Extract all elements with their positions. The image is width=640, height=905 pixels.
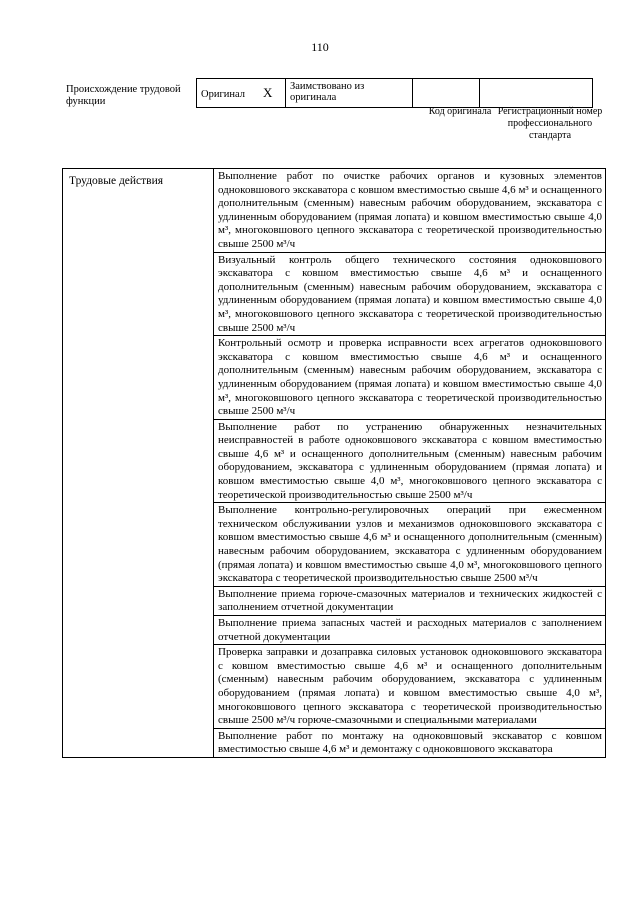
actions-table — [62, 168, 606, 758]
action-item: Выполнение работ по очистке рабочих органов и кузовных элементов одноковшового экскаватора с ковшом вместимостью свыше 4,6 м³ и оснащенного дополнительным (сменным) навесным рабочим оборудованием, экскаватора с удлиненным оборудованием (прямая лопата) и ковшом вместимостью свыше 4,0 м³, многоковшового цепного экскаватора с теоретической производительностью свыше 2500 м³/ч — [218, 170, 602, 250]
code-cell — [413, 79, 480, 108]
action-item: Выполнение приема горюче-смазочных материалов и технических жидкостей с заполнением отчетной документации — [214, 586, 605, 615]
origin-table — [196, 78, 593, 108]
action-item: Выполнение работ по устранению обнаруженных незначительных неисправностей в работе одноковшового экскаватора с ковшом вместимостью свыше 4,6 м³ и оснащенного дополнительным (сменным) навесным рабочим оборудованием, экскаватора с удлиненным оборудованием (прямая лопата) и ковшом вместимостью свыше 4,0 м³, многоковшового цепного экскаватора с теоретической производительностью свыше 2500 м³/ч — [214, 419, 605, 503]
borrowed-label: Заимствовано из оригинала — [290, 81, 365, 103]
actions-list — [214, 169, 606, 758]
original-label: Оригинал — [201, 89, 245, 100]
action-item: Контрольный осмотр и проверка исправности всех агрегатов одноковшового экскаватора с ковшом вместимостью свыше 4,6 м³ и оснащенного дополнительным (сменным) навесным рабочим оборудованием, экскаватора с удлиненным оборудованием (прямая лопата) и ковшом вместимостью свыше 4,0 м³, многоковшового цепного экскаватора с теоретической производительностью свыше 2500 м³/ч — [214, 335, 605, 419]
registration-caption: Регистрационный номер профессионального стандарта — [497, 106, 603, 141]
code-caption: Код оригинала — [428, 106, 492, 117]
borrowed-cell — [286, 79, 413, 108]
action-item: Выполнение работ по монтажу на одноковшовый экскаватор с ковшом вместимостью свыше 4,6 м³ и демонтажу с одноковшового экскаватора — [214, 728, 605, 757]
actions-label: Трудовые действия — [63, 169, 214, 758]
action-item: Выполнение контрольно-регулировочных операций при ежесменном техническом обслуживании узлов и механизмов одноковшового экскаватора с ковшом вместимостью свыше 4,6 м³ и оснащенного дополнительным (сменным) навесным рабочим оборудованием, экскаватора с удлиненным оборудованием (прямая лопата) и ковшом вместимостью свыше 4,0 м³, многоковшового цепного экскаватора с теоретической производительностью свыше 2500 м³/ч — [214, 502, 605, 586]
original-mark: X — [263, 85, 273, 100]
action-item: Выполнение приема запасных частей и расходных материалов с заполнением отчетной документации — [214, 615, 605, 644]
origin-label: Происхождение трудовой функции — [66, 84, 181, 107]
original-cell — [197, 79, 286, 108]
page-number: 110 — [311, 40, 329, 54]
registration-cell — [480, 79, 593, 108]
action-item: Визуальный контроль общего технического состояния одноковшового экскаватора с ковшом вместимостью свыше 4,6 м³ и оснащенного дополнительным (сменным) навесным рабочим оборудованием, экскаватора с удлиненным оборудованием (прямая лопата) и ковшом вместимостью свыше 4,0 м³, многоковшового цепного экскаватора с теоретической производительностью свыше 2500 м³/ч — [214, 252, 605, 336]
action-item: Проверка заправки и дозаправка силовых установок одноковшового экскаватора с ковшом вместимостью свыше 4,6 м³ и оснащенного дополнительным (сменным) навесным рабочим оборудованием, экскаватора с удлиненным оборудованием (прямая лопата) и ковшом вместимостью свыше 4,0 м³, многоковшового цепного экскаватора с теоретической производительностью свыше 2500 м³/ч горюче-смазочными и специальными материалами — [214, 644, 605, 728]
